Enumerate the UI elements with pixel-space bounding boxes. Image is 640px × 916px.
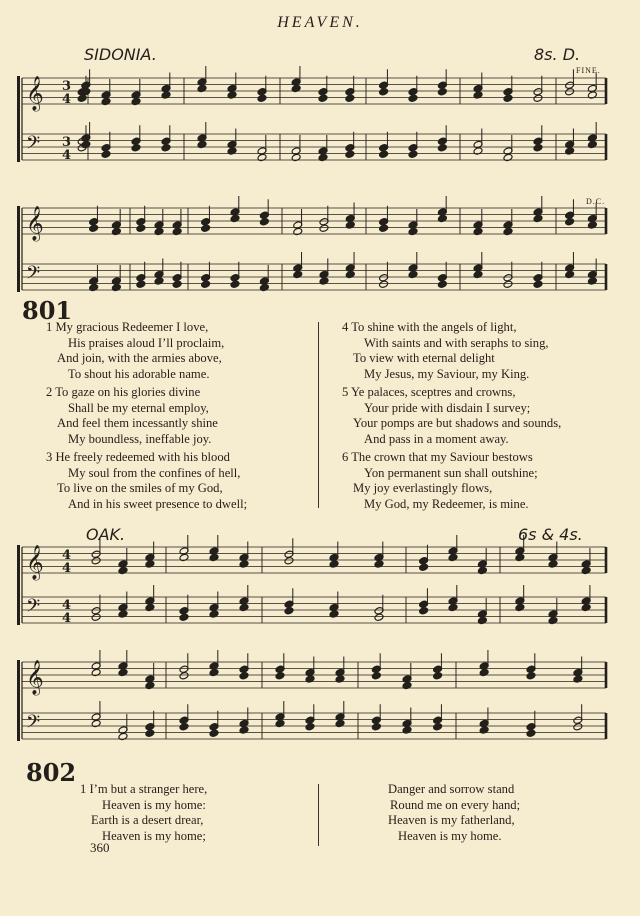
- system-brace: [17, 660, 20, 741]
- note-head: [305, 723, 315, 731]
- bass-clef-icon: 𝄢: [26, 263, 41, 288]
- note-head: [179, 613, 189, 621]
- note-head: [533, 280, 543, 288]
- note-head: [515, 603, 525, 611]
- note-head: [345, 270, 355, 278]
- note-head: [209, 610, 219, 618]
- note-head: [275, 719, 285, 727]
- note-head: [259, 283, 269, 291]
- note-head: [448, 603, 458, 611]
- note-head: [318, 153, 328, 161]
- note-head: [91, 613, 101, 621]
- tune-name-oak: OAK.: [86, 525, 126, 544]
- note-head: [275, 672, 285, 680]
- note-head: [230, 280, 240, 288]
- time-signature: 3: [62, 135, 72, 150]
- note-head: [437, 144, 447, 152]
- note-head: [179, 672, 189, 680]
- note-head: [101, 97, 111, 105]
- verse-line: Yon permanent sun shall outshine;: [364, 465, 538, 480]
- note-head: [257, 94, 267, 102]
- note-head: [503, 227, 513, 235]
- note-head: [477, 566, 487, 574]
- note-head: [408, 150, 418, 158]
- note-head: [209, 729, 219, 737]
- note-head: [239, 603, 249, 611]
- note-head: [329, 560, 339, 568]
- verse-line: Heaven is my fatherland,: [388, 813, 515, 828]
- note-head: [161, 91, 171, 99]
- note-head: [329, 610, 339, 618]
- note-head: [587, 221, 597, 229]
- note-head: [179, 553, 189, 561]
- verse-line: His praises aloud I’ll proclaim,: [68, 335, 225, 350]
- note-head: [89, 283, 99, 291]
- note-head: [479, 726, 489, 734]
- note-head: [379, 88, 389, 96]
- note-head: [154, 227, 164, 235]
- verse-line: Shall be my eternal employ,: [68, 400, 209, 415]
- note-head: [503, 94, 513, 102]
- verse-line: My soul from the confines of hell,: [68, 465, 241, 480]
- note-head: [172, 227, 182, 235]
- note-head: [136, 224, 146, 232]
- note-head: [448, 553, 458, 561]
- note-head: [473, 91, 483, 99]
- tune-name-sidonia: SIDONIA.: [84, 45, 157, 64]
- note-head: [548, 560, 558, 568]
- note-head: [526, 672, 536, 680]
- note-head: [345, 94, 355, 102]
- verse-line: To view with eternal delight: [353, 351, 495, 366]
- note-head: [101, 150, 111, 158]
- dc-mark: D.C.: [586, 197, 606, 206]
- note-head: [473, 227, 483, 235]
- note-head: [345, 150, 355, 158]
- note-head: [201, 280, 211, 288]
- verse-line: To shout his adorable name.: [68, 366, 210, 381]
- verse-line: Heaven is my home.: [398, 828, 502, 843]
- note-head: [371, 723, 381, 731]
- bass-clef-icon: 𝄢: [26, 133, 41, 158]
- note-head: [573, 675, 583, 683]
- note-head: [437, 280, 447, 288]
- time-signature: 4: [62, 92, 72, 107]
- note-head: [581, 566, 591, 574]
- note-head: [284, 557, 294, 565]
- note-head: [548, 616, 558, 624]
- system-brace: [17, 76, 20, 162]
- note-head: [293, 227, 303, 235]
- note-head: [291, 84, 301, 92]
- note-head: [379, 224, 389, 232]
- note-head: [581, 603, 591, 611]
- time-signature: 3: [62, 79, 72, 94]
- time-signature: 4: [62, 598, 72, 613]
- note-head: [335, 675, 345, 683]
- note-head: [319, 277, 329, 285]
- verse-line: And feel them incessantly shine: [57, 416, 218, 431]
- page-number: 360: [90, 840, 110, 855]
- verse-line: My Jesus, my Saviour, my King.: [364, 366, 530, 381]
- note-head: [227, 147, 237, 155]
- note-head: [227, 91, 237, 99]
- note-head: [201, 224, 211, 232]
- note-head: [433, 672, 443, 680]
- verse-line: With saints and with seraphs to sing,: [364, 335, 549, 350]
- note-head: [89, 224, 99, 232]
- note-head: [179, 723, 189, 731]
- note-head: [419, 607, 429, 615]
- verse-line: Your pomps are but shadows and sounds,: [353, 416, 562, 431]
- verse-line: Danger and sorrow stand: [388, 782, 515, 796]
- verse-line: 1 My gracious Redeemer I love,: [46, 320, 209, 334]
- verse-line: 6 The crown that my Saviour bestows: [342, 450, 533, 464]
- time-signature: 4: [62, 561, 72, 576]
- treble-clef-icon: 𝄞: [26, 660, 44, 695]
- note-head: [503, 153, 513, 161]
- note-head: [131, 144, 141, 152]
- verse-line: My God, my Redeemer, is mine.: [364, 496, 529, 511]
- note-head: [284, 607, 294, 615]
- note-head: [437, 88, 447, 96]
- verse-line: 5 Ye palaces, sceptres and crowns,: [342, 385, 516, 399]
- system-brace: [17, 545, 20, 625]
- note-head: [239, 726, 249, 734]
- verse-line: 4 To shine with the angels of light,: [342, 320, 517, 334]
- system-brace: [17, 206, 20, 292]
- note-head: [408, 270, 418, 278]
- note-head: [111, 283, 121, 291]
- note-head: [131, 97, 141, 105]
- note-head: [587, 277, 597, 285]
- note-head: [239, 560, 249, 568]
- note-head: [533, 94, 543, 102]
- note-head: [118, 732, 128, 740]
- note-head: [136, 280, 146, 288]
- note-head: [319, 224, 329, 232]
- verse-line: And pass in a moment away.: [364, 431, 509, 446]
- treble-clef-icon: 𝄞: [26, 545, 44, 580]
- note-head: [197, 84, 207, 92]
- note-head: [197, 140, 207, 148]
- time-signature: 4: [62, 611, 72, 626]
- note-head: [118, 668, 128, 676]
- note-head: [437, 214, 447, 222]
- note-head: [118, 566, 128, 574]
- verse-line: And in his sweet presence to dwell;: [68, 496, 248, 511]
- note-head: [345, 221, 355, 229]
- note-head: [573, 723, 583, 731]
- tune-meter-sidonia: 8s. D.: [534, 45, 581, 64]
- note-head: [379, 150, 389, 158]
- note-head: [291, 153, 301, 161]
- note-head: [371, 672, 381, 680]
- verse-line: 2 To gaze on his glories divine: [46, 385, 201, 399]
- treble-clef-icon: 𝄞: [26, 76, 44, 111]
- note-head: [172, 280, 182, 288]
- fine-mark: FINE.: [576, 66, 601, 75]
- note-head: [419, 563, 429, 571]
- note-head: [161, 144, 171, 152]
- note-head: [293, 270, 303, 278]
- verse-line: 1 I’m but a stranger here,: [80, 782, 208, 796]
- note-head: [587, 91, 597, 99]
- hymn-number-802: 802: [26, 758, 77, 787]
- note-head: [515, 553, 525, 561]
- note-head: [402, 726, 412, 734]
- note-head: [379, 280, 389, 288]
- note-head: [565, 88, 575, 96]
- note-head: [209, 668, 219, 676]
- note-head: [111, 227, 121, 235]
- verse-line: Heaven is my home;: [102, 828, 206, 843]
- treble-clef-icon: 𝄞: [26, 206, 44, 241]
- verse-line: To live on the smiles of my God,: [57, 481, 223, 496]
- note-head: [565, 147, 575, 155]
- note-head: [335, 719, 345, 727]
- note-head: [230, 214, 240, 222]
- note-head: [145, 729, 155, 737]
- note-head: [408, 94, 418, 102]
- note-head: [477, 616, 487, 624]
- note-head: [473, 270, 483, 278]
- verse-line: Round me on every hand;: [390, 797, 521, 812]
- note-head: [91, 668, 101, 676]
- note-head: [91, 719, 101, 727]
- note-head: [433, 723, 443, 731]
- note-head: [533, 144, 543, 152]
- note-head: [374, 560, 384, 568]
- note-head: [565, 270, 575, 278]
- note-head: [318, 94, 328, 102]
- note-head: [526, 729, 536, 737]
- verse-line: My joy everlastingly flows,: [353, 481, 493, 496]
- note-head: [503, 280, 513, 288]
- hymn-number-801: 801: [22, 296, 73, 325]
- verse-line: And join, with the armies above,: [57, 351, 222, 366]
- note-head: [209, 553, 219, 561]
- note-head: [81, 140, 91, 148]
- note-head: [565, 218, 575, 226]
- bass-clef-icon: 𝄢: [26, 596, 41, 621]
- time-signature: 4: [62, 148, 72, 163]
- note-head: [408, 227, 418, 235]
- tune-meter-oak: 6s & 4s.: [518, 525, 583, 544]
- verse-line: 3 He freely redeemed with his blood: [46, 450, 230, 464]
- note-head: [259, 218, 269, 226]
- note-head: [587, 140, 597, 148]
- note-head: [239, 672, 249, 680]
- page-header: HEAVEN.: [277, 14, 363, 31]
- verse-line: My boundless, ineffable joy.: [68, 431, 212, 446]
- note-head: [145, 560, 155, 568]
- note-head: [402, 681, 412, 689]
- note-head: [533, 214, 543, 222]
- note-head: [145, 681, 155, 689]
- note-head: [257, 153, 267, 161]
- verse-line: Heaven is my home:: [102, 797, 206, 812]
- note-head: [91, 557, 101, 565]
- note-head: [118, 610, 128, 618]
- note-head: [145, 603, 155, 611]
- note-head: [479, 668, 489, 676]
- note-head: [473, 147, 483, 155]
- verse-line: Earth is a desert drear,: [91, 813, 204, 828]
- note-head: [374, 613, 384, 621]
- note-head: [154, 277, 164, 285]
- verse-line: Your pride with disdain I survey;: [364, 400, 531, 415]
- bass-clef-icon: 𝄢: [26, 712, 41, 737]
- note-head: [305, 675, 315, 683]
- time-signature: 4: [62, 548, 72, 563]
